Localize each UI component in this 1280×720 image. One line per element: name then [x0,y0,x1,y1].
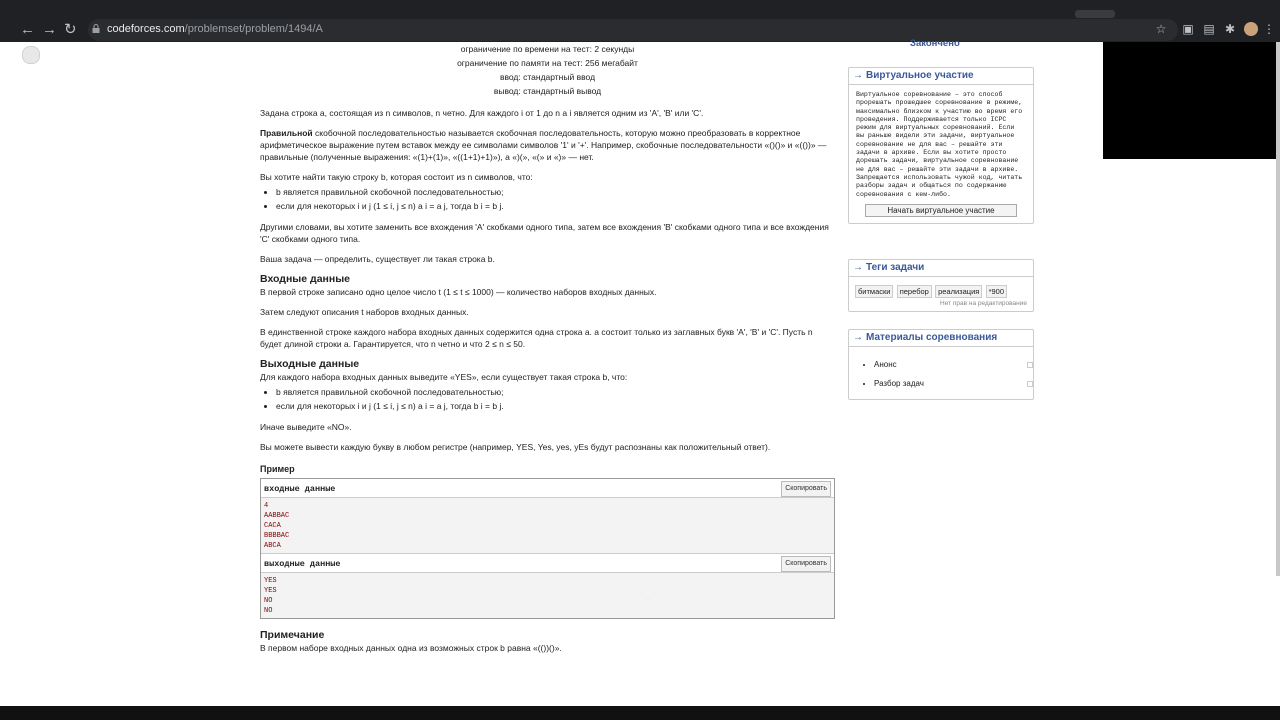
material-label: Разбор задач [874,379,924,388]
profile-avatar[interactable] [1244,22,1258,36]
media-icon[interactable]: ▤ [1203,22,1215,36]
forward-icon[interactable]: → [42,21,57,38]
example-title: Пример [260,464,295,474]
sample-output-header [261,553,834,573]
input-text-1: В первой строке записано одно целое число t (1 ≤ t ≤ 1000) — количество наборов входных данных. [260,287,657,297]
extension-icon[interactable]: ▣ [1182,22,1194,36]
virtual-description: Виртуальное соревнование – это способ прорешать прошедшее соревнование в режиме, максимально близком к участию во время его проведения. Поддерживается только ICPC режим для виртуальных соревнований. Если вы раньше видели эти задачи, виртуальное соревнование не для вас – решайте эти задачи в архиве. Если вы хотите просто дорешать задачи, виртуальное соревнование не для вас – решайте эти задачи в архиве. Запрещается использовать чужой код, читать разборы задач и общаться по содержанию соревнования с кем-либо. [856,91,1023,198]
contest-status: Закончено [910,38,960,49]
lock-icon [92,24,100,33]
scrollbar[interactable] [1276,42,1280,576]
time-limit: ограничение по времени на тест: 2 секунды [460,44,635,54]
material-link-announcement[interactable] [874,355,1023,374]
memory-limit: ограничение по памяти на тест: 256 мегабайт [457,58,638,68]
want-text: Вы хотите найти такую строку b, которая состоит из n символов, что: [260,172,533,182]
condition-item: • если для некоторых i и j (1 ≤ i, j ≤ n) a i = a j, тогда b i = b j. [276,399,835,413]
materials-title-text: Материалы соревнования [866,332,998,343]
note-title: Примечание [260,629,325,641]
tag-difficulty[interactable]: *900 [986,285,1007,298]
start-virtual-button[interactable]: Начать виртуальное участие [865,204,1017,217]
definition-term: Правильной [260,128,313,138]
condition-item: • b является правильной скобочной последовательностью; [276,185,835,199]
copy-input-button[interactable]: Скопировать [781,481,831,497]
contest-materials-box [848,329,1034,400]
tab-strip-remnant [1075,10,1115,18]
sample-input: 4 AABBAC CACA BBBBAC ABCA [261,498,834,553]
sample-input-label: входные данные [264,484,336,494]
materials-box-title [849,330,1033,347]
material-label: Анонс [874,360,897,369]
arrow-icon: → [853,262,863,273]
arrow-icon: → [853,332,863,343]
materials-list [849,347,1033,399]
puzzle-icon[interactable]: ✱ [1224,22,1236,36]
virtual-title-text: Виртуальное участие [866,70,974,81]
output-file: вывод: стандартный вывод [493,86,602,96]
black-overlay-region [1103,42,1280,159]
cursor-indicator [22,46,40,64]
menu-icon[interactable]: ⋮ [1263,22,1275,36]
material-link-editorial[interactable] [874,374,1023,393]
condition-item: • b является правильной скобочной последовательностью; [276,385,835,399]
output-text-3: Вы можете вывести каждую букву в любом регистре (например, YES, Yes, yes, yEs будут распознаны как положительный ответ). [260,442,771,452]
tag-brute-force[interactable]: перебор [897,285,932,298]
star-icon[interactable]: ☆ [1155,22,1167,36]
conditions-list [260,185,835,213]
note-text: В первом наборе входных данных одна из возможных строк b равна «(())()». [260,643,562,653]
tag-bitmasks[interactable]: битмаски [855,285,893,298]
url-host: codeforces.com [107,23,185,35]
browser-toolbar [0,0,1280,42]
condition-item: • если для некоторых i и j (1 ≤ i, j ≤ n) a i = a j, тогда b i = b j. [276,199,835,213]
tags-edit-note: Нет прав на редактирование [940,300,1027,307]
definition-body: скобочной последовательностью называется скобочная последовательность, которую можно преобразовать в корректное арифметическое выражение путем вставок между ее символами символов '1' и '+'. Например, скобочные последовательности «()()» и «(())» — правильные (полученные выражения: «(1)+(1)», «((1+1)+1)»), а «)(», «(» и «)» — нет. [260,128,827,162]
virtual-box-title [849,68,1033,85]
problem-tags-box [848,259,1034,312]
caret-up-icon [643,597,653,603]
tags-list [849,277,1033,311]
input-file: ввод: стандартный ввод [499,72,596,82]
subtitle-log-overlay[interactable]: Журнал субтитров [590,632,694,646]
sample-input-header [261,479,834,498]
arrow-icon: → [853,70,863,81]
tags-box-title [849,260,1033,277]
tag-implementation[interactable]: реализация [935,285,982,298]
bottom-bar [0,706,1280,720]
sample-output: YES YES NO NO [261,573,834,618]
input-text-3: В единственной строке каждого набора входных данных содержится одна строка a. a состоит только из заглавных букв 'A', 'B' и 'C'. Пусть n будет длиной строки a. Гарантируется, что n четно и что 2 ≤ n ≤ 50. [260,327,813,349]
sample-output-label: выходные данные [264,559,341,569]
square-icon [1027,362,1033,368]
output-conditions-list [260,385,835,413]
other-words-text: Другими словами, вы хотите заменить все вхождения 'A' скобками одного типа, затем все вхождения 'B' скобками одного типа и все вхождения 'C' скобками одного типа. [260,222,829,244]
reload-icon[interactable]: ↻ [64,21,77,38]
tags-title-text: Теги задачи [866,262,925,273]
task-text: Ваша задача — определить, существует ли такая строка b. [260,254,495,264]
url-text[interactable] [107,23,323,35]
back-icon[interactable]: ← [20,21,35,38]
virtual-participation-box [848,67,1034,224]
square-icon [1027,381,1033,387]
output-section-title: Выходные данные [260,358,360,370]
sample-test [260,478,835,619]
problem-statement [260,42,835,654]
input-section-title: Входные данные [260,273,351,285]
definition-text [260,127,835,163]
copy-output-button[interactable]: Скопировать [781,556,831,572]
output-text-1: Для каждого набора входных данных выведите «YES», если существует такая строка b, что: [260,372,628,382]
url-path: /problemset/problem/1494/A [184,23,323,35]
input-text-2: Затем следуют описания t наборов входных данных. [260,307,469,317]
output-text-2: Иначе выведите «NO». [260,422,352,432]
legend-text: Задана строка a, состоящая из n символов, n четно. Для каждого i от 1 до n a i является одним из 'A', 'B' или 'C'. [260,108,704,118]
